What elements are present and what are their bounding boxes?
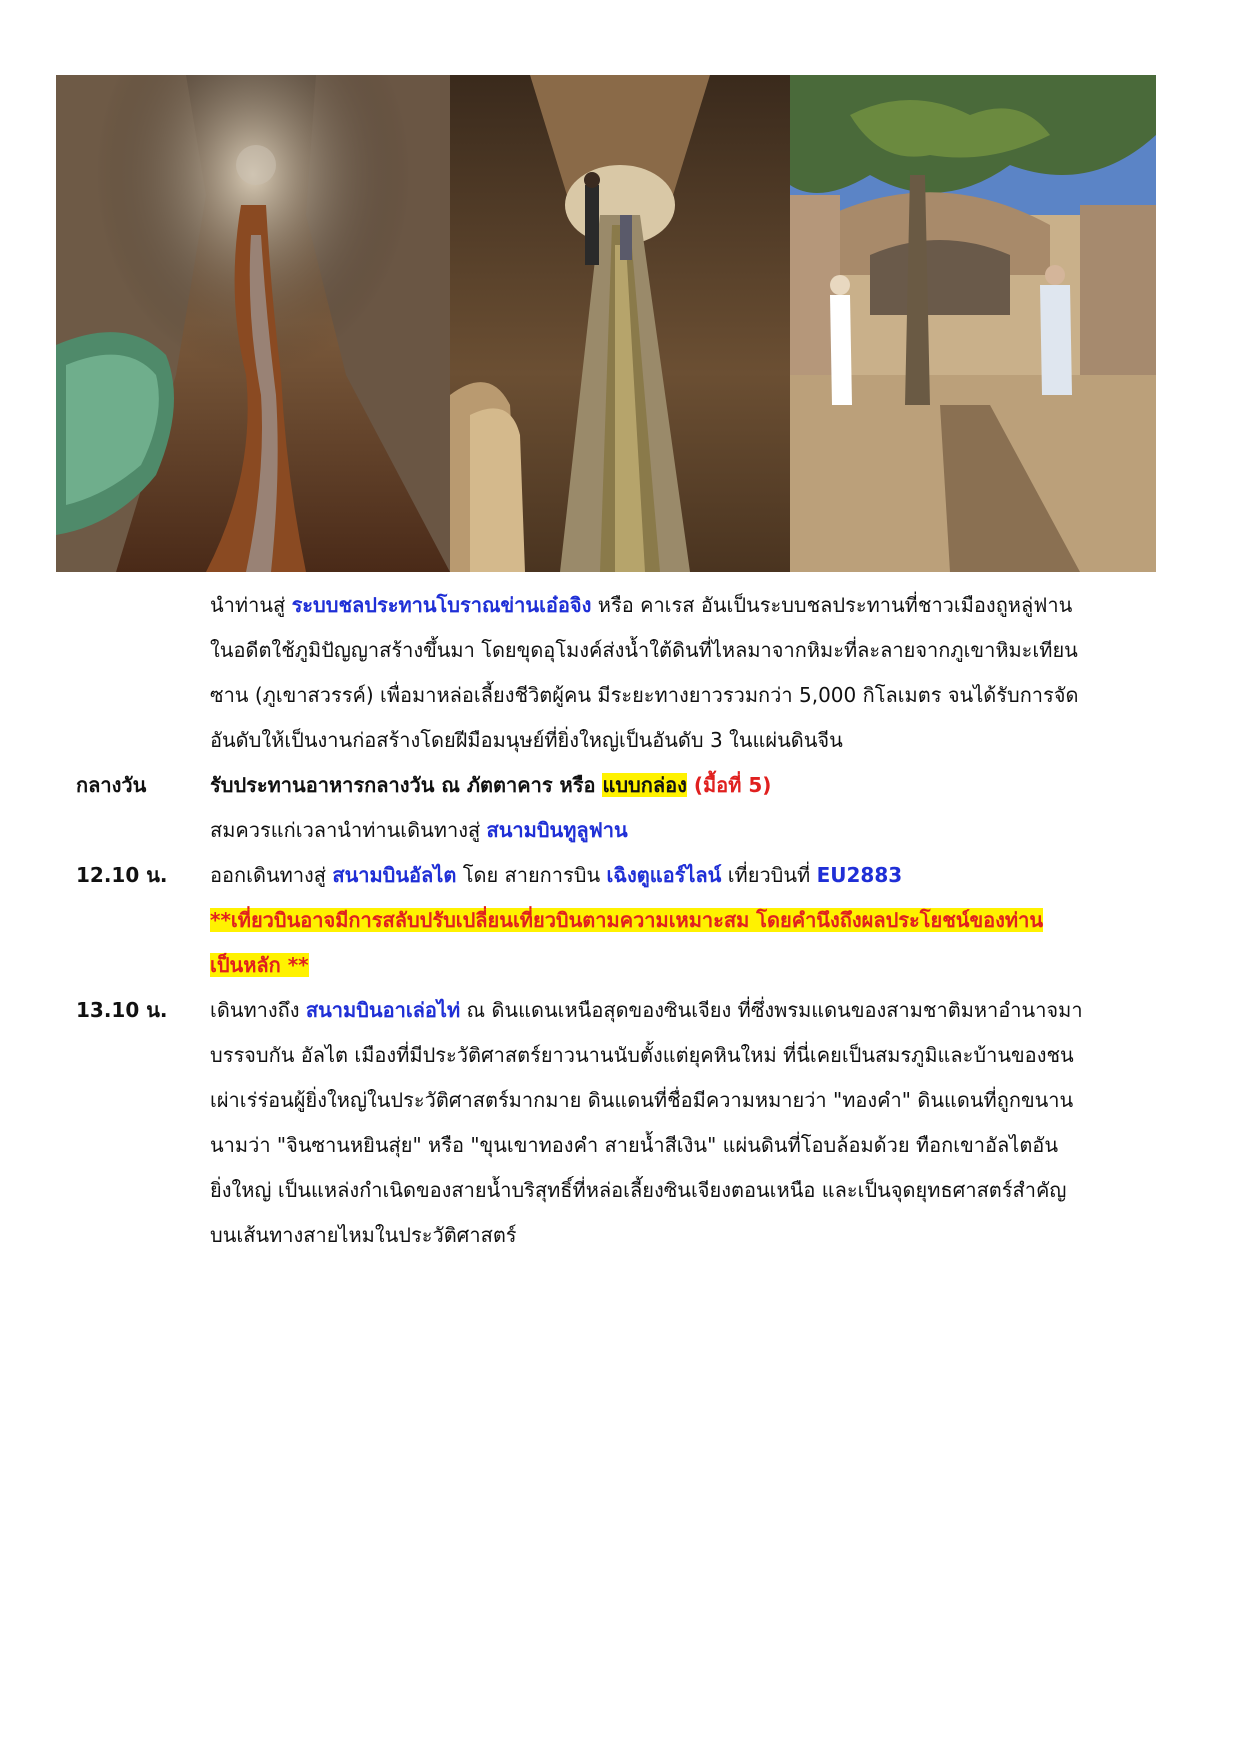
- intro-text: นำท่านสู่: [210, 593, 292, 617]
- altay-airport: สนามบินอาเล่อไท่: [305, 998, 461, 1022]
- karez-name: ระบบชลประทานโบราณข่านเอ๋อจิง: [291, 593, 592, 617]
- karez-tunnel-photo: [450, 75, 790, 572]
- photo-strip: [56, 75, 1156, 572]
- arrival-time: 13.10 น.: [76, 998, 168, 1022]
- intro-line-1: [0, 583, 1241, 628]
- intro-line-3: ซาน (ภูเขาสวรรค์) เพื่อมาหล่อเลี้ยงชีวิตผู้คน มีระยะทางยาวรวมกว่า 5,000 กิโลเมตร จนได้รับการจัด: [210, 683, 1079, 707]
- lunch-text: รับประทานอาหารกลางวัน ณ ภัตตาคาร หรือ: [210, 773, 603, 797]
- arrival-line-1: 13.10 น. เดินทางถึง สนามบินอาเล่อไท่ ณ ดินแดนเหนือสุดของซินเจียง ที่ซึ่งพรมแดนของสามชาติมหาอำนาจมา: [0, 988, 1241, 1033]
- itinerary-text: [0, 583, 1241, 1258]
- arrival-line-4: นามว่า "จินซานหยินสุ่ย" หรือ "ขุนเขาทองคำ สายน้ำสีเงิน" แผ่นดินที่โอบล้อมด้วย ทือกเขาอัลไตอัน: [210, 1133, 1058, 1157]
- karez-park-photo: [790, 75, 1156, 572]
- arrival-line-2: บรรจบกัน อัลไต เมืองที่มีประวัติศาสตร์ยาวนานนับตั้งแต่ยุคหินใหม่ ที่นี่เคยเป็นสมรภูมิและบ้านของชน: [210, 1043, 1074, 1067]
- arrival-line-3: เผ่าเร่ร่อนผู้ยิ่งใหญ่ในประวัติศาสตร์มากมาย ดินแดนที่ชื่อมีความหมายว่า "ทองคำ" ดินแดนที่ถูกขนาน: [210, 1088, 1074, 1112]
- intro-line-4: อันดับให้เป็นงานก่อสร้างโดยฝีมือมนุษย์ที่ยิ่งใหญ่เป็นอันดับ 3 ในแผ่นดินจีน: [210, 728, 843, 752]
- arrival-line-5: ยิ่งใหญ่ เป็นแหล่งกำเนิดของสายน้ำบริสุทธิ์ที่หล่อเลี้ยงซินเจียงตอนเหนือ และเป็นจุดยุทธศาสตร์สำคัญ: [210, 1178, 1067, 1202]
- flight-note-1: [0, 898, 1241, 943]
- airline-name: เฉิงตูแอร์ไลน์: [606, 863, 722, 887]
- karez-cave-photo: [56, 75, 450, 572]
- flight-note-2: [0, 943, 1241, 988]
- intro-line-2: ในอดีตใช้ภูมิปัญญาสร้างขึ้นมา โดยขุดอุโมงค์ส่งน้ำใต้ดินที่ไหลมาจากหิมะที่ละลายจากภูเขาหิมะเทียน: [210, 638, 1078, 662]
- flight-code: EU2883: [816, 863, 903, 887]
- lunch-line-2: สมควรแก่เวลานำท่านเดินทางสู่ สนามบินทูลูฟาน: [210, 818, 628, 842]
- intro-text-cont: หรือ คาเรส อันเป็นระบบชลประทานที่ชาวเมืองถูหลู่ฟาน: [591, 593, 1073, 617]
- lunch-time: กลางวัน: [76, 773, 147, 797]
- flight-line-1: 12.10 น. ออกเดินทางสู่ สนามบินอัลไต โดย สายการบิน เฉิงตูแอร์ไลน์ เที่ยวบินที่ EU2883: [0, 853, 1241, 898]
- flight-change-note-end: เป็นหลัก **: [210, 953, 309, 977]
- lunch-line-1: [0, 763, 1241, 808]
- altai-airport: สนามบินอัลไต: [332, 863, 457, 887]
- turpan-airport: สนามบินทูลูฟาน: [486, 818, 628, 842]
- flight-change-note: **เที่ยวบินอาจมีการสลับปรับเปลี่ยนเที่ยวบินตามความเหมาะสม โดยคำนึงถึงผลประโยชน์ของท่าน: [210, 908, 1044, 932]
- lunch-box-highlight: แบบกล่อง: [602, 773, 687, 797]
- meal-number: (มื้อที่ 5): [693, 773, 772, 797]
- flight-time: 12.10 น.: [76, 863, 168, 887]
- arrival-line-6: บนเส้นทางสายไหมในประวัติศาสตร์: [210, 1223, 517, 1247]
